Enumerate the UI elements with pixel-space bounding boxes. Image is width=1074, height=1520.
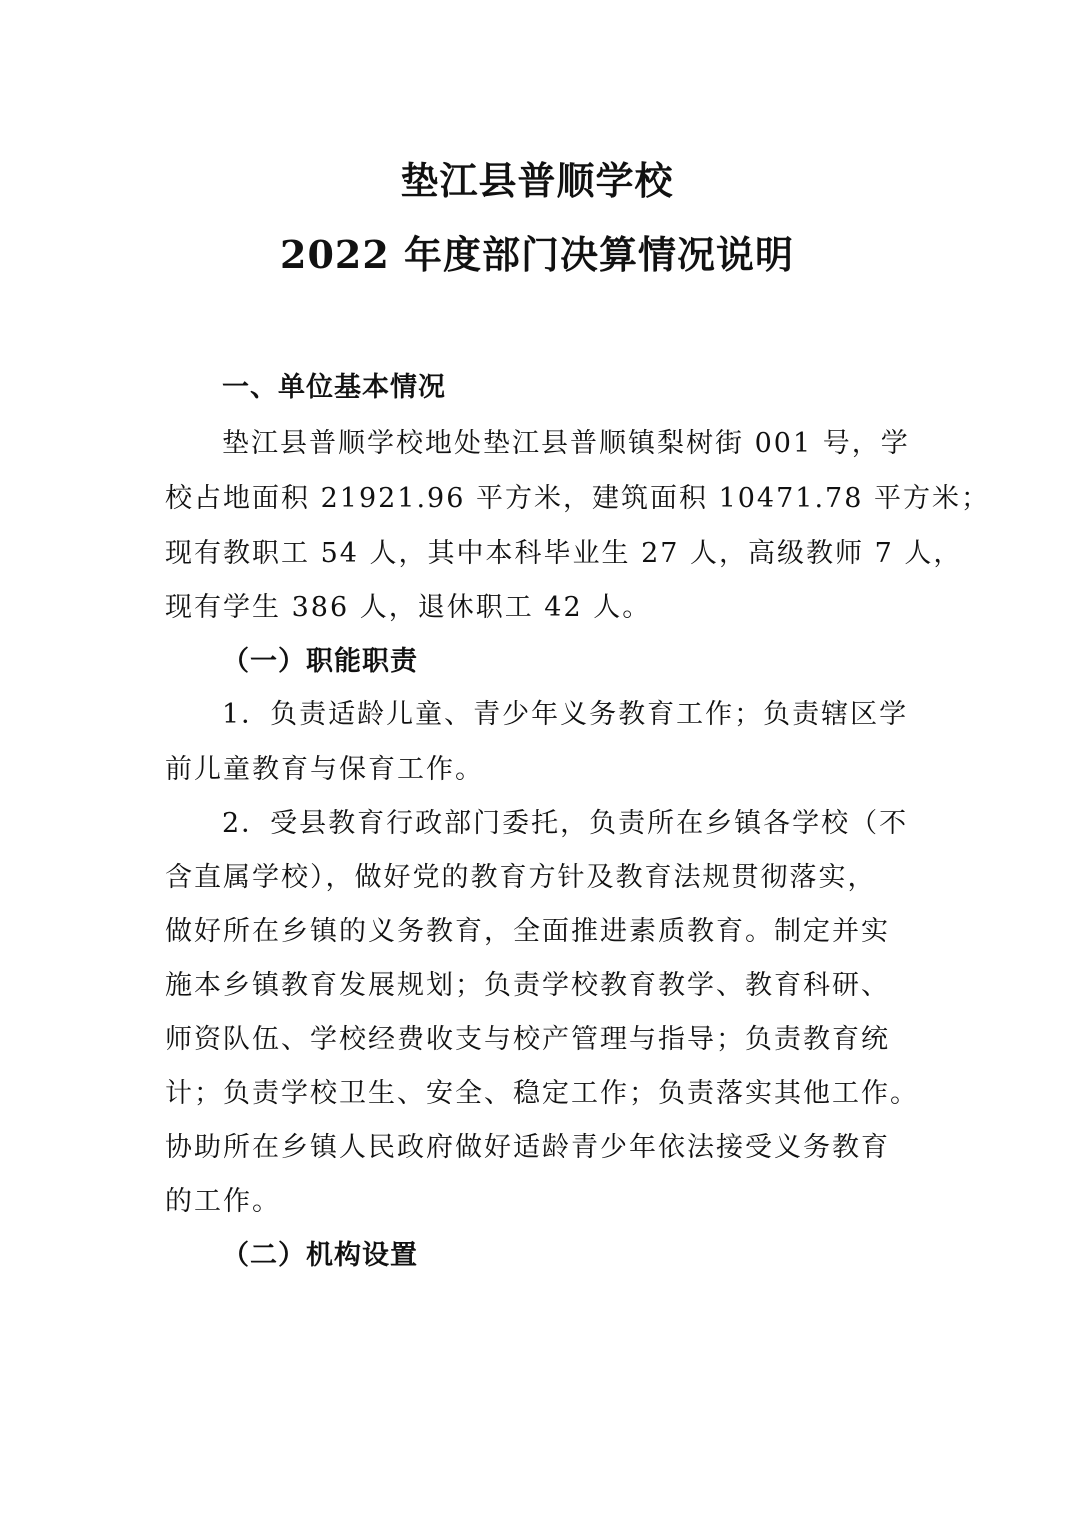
paragraph-line: 的工作。 [165, 1186, 281, 1217]
paragraph-line: 前儿童教育与保育工作。 [165, 754, 484, 785]
paragraph-line: 协助所在乡镇人民政府做好适龄青少年依法接受义务教育 [165, 1132, 890, 1163]
paragraph-line: 师资队伍、学校经费收支与校产管理与指导；负责教育统 [165, 1024, 890, 1055]
paragraph-line: 计；负责学校卫生、安全、稳定工作；负责落实其他工作。 [165, 1078, 919, 1109]
document-title-report: 2022 年度部门决算情况说明 [280, 232, 794, 277]
paragraph-line: 含直属学校），做好党的教育方针及教育法规贯彻落实， [165, 862, 877, 893]
paragraph-line: 校占地面积 21921.96 平方米，建筑面积 10471.78 平方米； [165, 483, 990, 514]
subsection-heading-functions: （一）职能职责 [222, 646, 418, 677]
paragraph-line: 做好所在乡镇的义务教育，全面推进素质教育。制定并实 [165, 916, 890, 947]
paragraph-line: 2．受县教育行政部门委托，负责所在乡镇各学校（不 [222, 808, 909, 839]
paragraph-line: 现有学生 386 人，退休职工 42 人。 [165, 592, 652, 623]
subsection-heading-organization: （二）机构设置 [222, 1240, 418, 1271]
paragraph-line: 施本乡镇教育发展规划；负责学校教育教学、教育科研、 [165, 970, 890, 1001]
paragraph-line: 现有教职工 54 人，其中本科毕业生 27 人，高级教师 7 人， [165, 538, 963, 569]
document-title-school: 垫江县普顺学校 [400, 158, 674, 203]
paragraph-line: 1．负责适龄儿童、青少年义务教育工作；负责辖区学 [222, 699, 909, 730]
paragraph-line: 垫江县普顺学校地处垫江县普顺镇梨树街 001 号，学 [222, 428, 910, 459]
section-heading-basic-info: 一、单位基本情况 [222, 372, 446, 403]
